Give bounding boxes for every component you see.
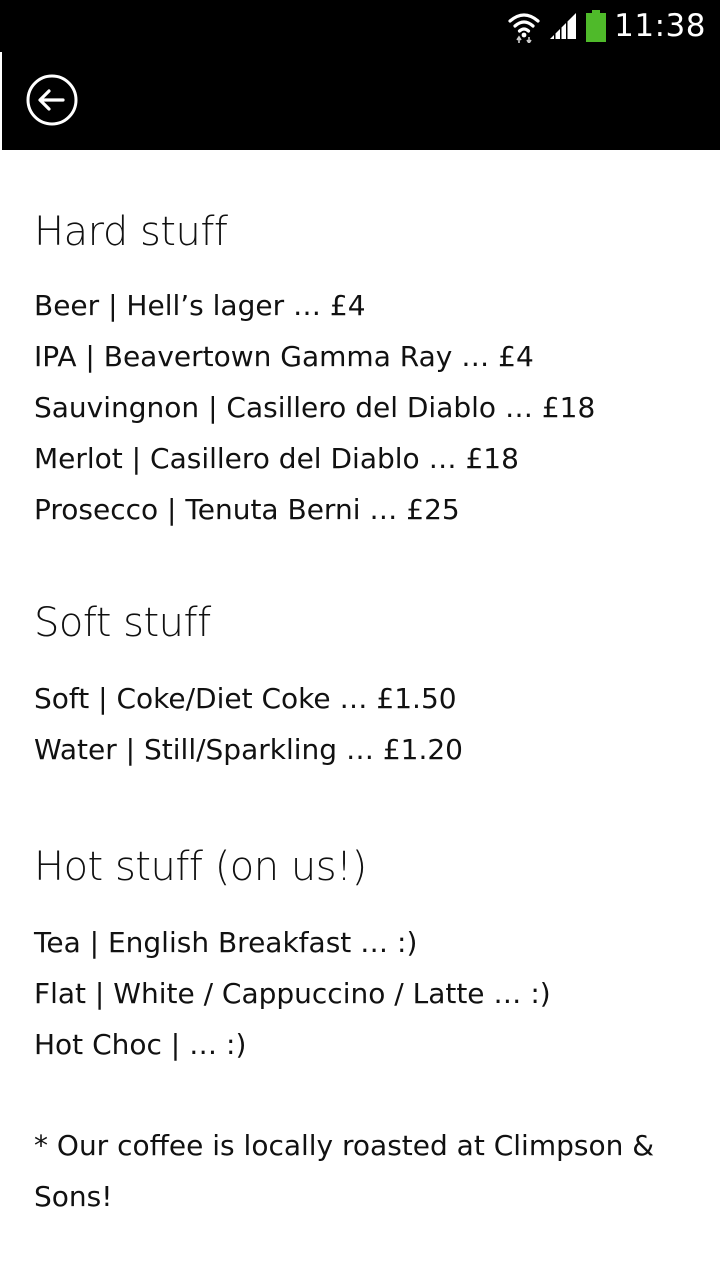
- item-list: [34, 917, 690, 1070]
- section-title: Hot stuff (on us!): [34, 844, 367, 890]
- menu-item: Sauvingnon | Casillero del Diablo … £18: [34, 391, 596, 424]
- menu-item: Flat | White / Cappuccino / Latte … :): [34, 977, 551, 1010]
- status-icons: [508, 6, 706, 46]
- app-header: [2, 52, 720, 150]
- section-title: Hard stuff: [34, 209, 228, 255]
- menu-item: Tea | English Breakfast … :): [34, 926, 418, 959]
- menu-item: Water | Still/Sparkling … £1.20: [34, 733, 463, 766]
- menu-item: IPA | Beavertown Gamma Ray … £4: [34, 340, 534, 373]
- menu-item: Hot Choc | … :): [34, 1028, 247, 1061]
- coffee-footnote: * Our coffee is locally roasted at Climpson & Sons!: [34, 1129, 655, 1213]
- section-title: Soft stuff: [34, 600, 211, 646]
- status-bar: [0, 0, 720, 52]
- wifi-icon: [508, 9, 540, 43]
- item-list: [34, 673, 690, 775]
- battery-icon: [586, 10, 606, 42]
- menu-content: [0, 150, 720, 1222]
- status-time: 11:38: [614, 8, 706, 44]
- section-soft-stuff: [34, 599, 690, 775]
- signal-icon: [548, 11, 578, 41]
- menu-item: Soft | Coke/Diet Coke … £1.50: [34, 682, 457, 715]
- section-hot-stuff: [34, 843, 690, 1070]
- back-arrow-circle-icon: [24, 72, 80, 128]
- menu-item: Beer | Hell’s lager … £4: [34, 289, 366, 322]
- menu-item: Merlot | Casillero del Diablo … £18: [34, 442, 519, 475]
- item-list: [34, 280, 690, 535]
- section-hard-stuff: [34, 208, 690, 535]
- menu-item: Prosecco | Tenuta Berni … £25: [34, 493, 460, 526]
- back-button[interactable]: [24, 72, 80, 128]
